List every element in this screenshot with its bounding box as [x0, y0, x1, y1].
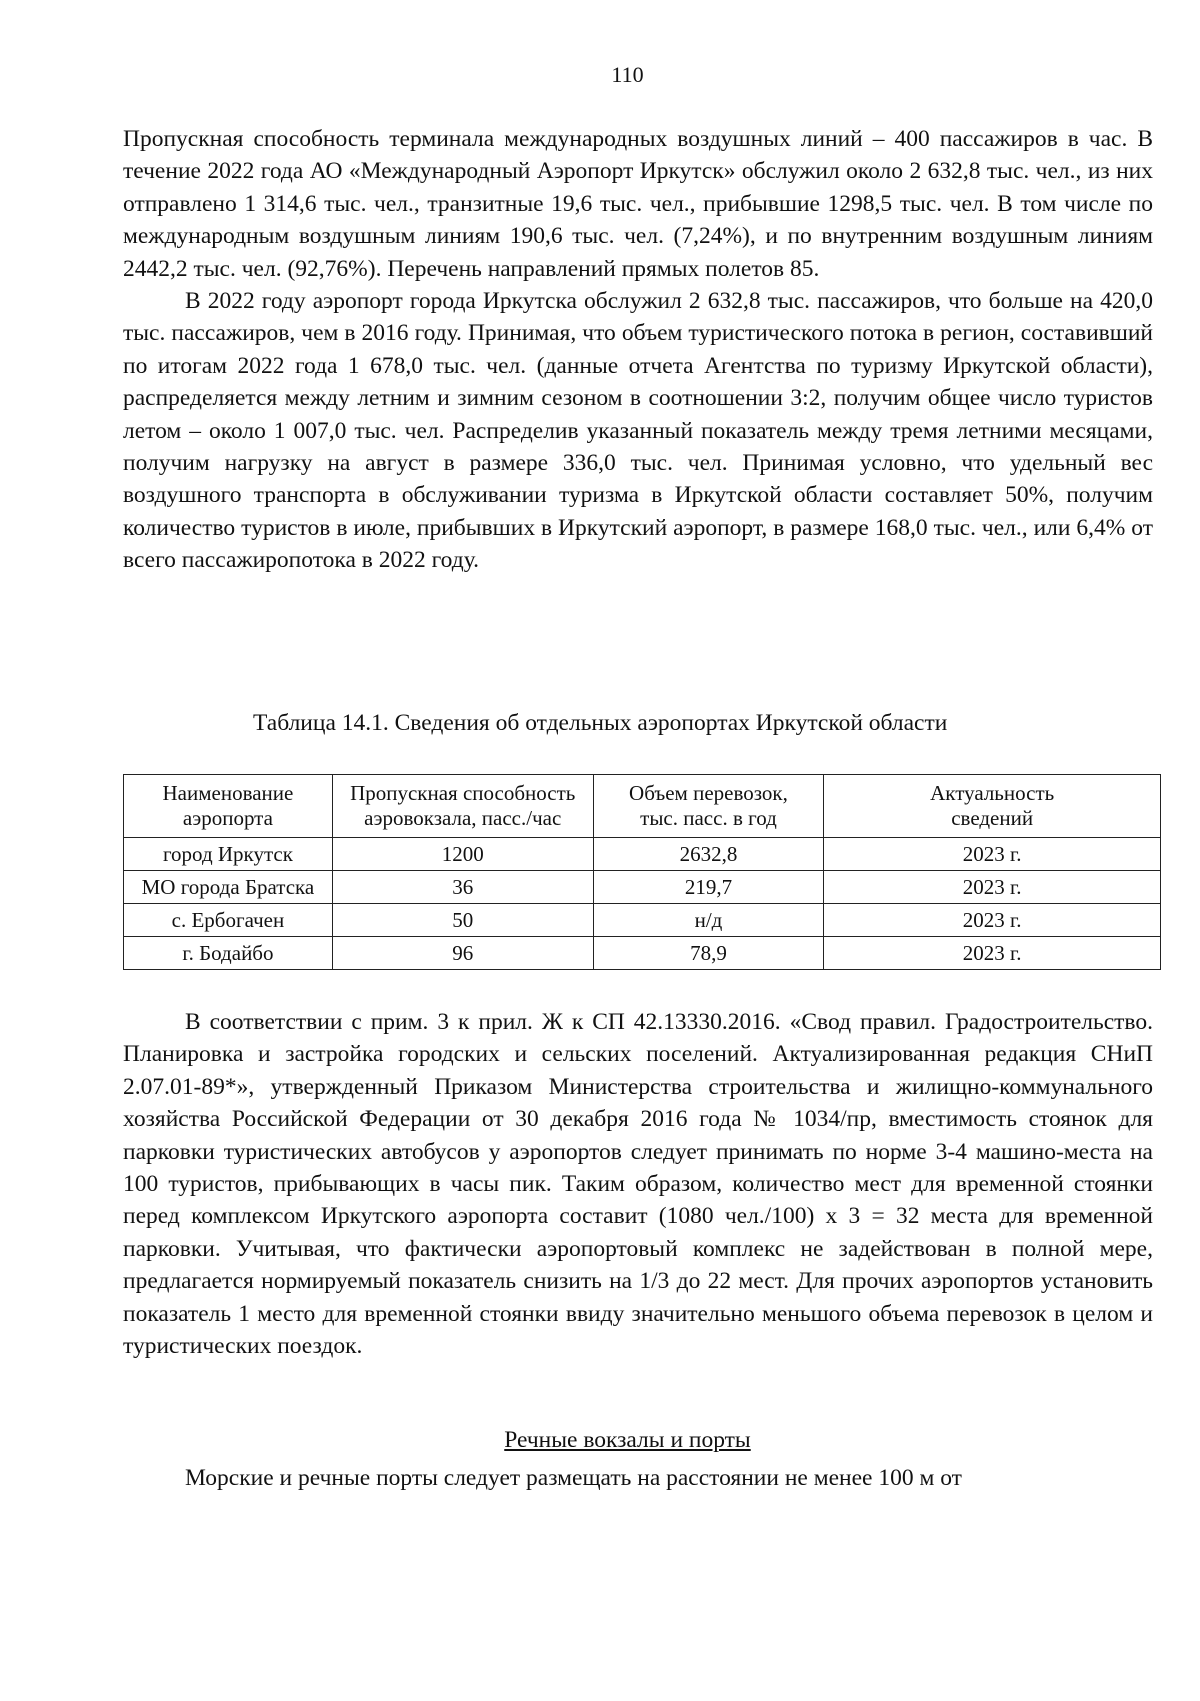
header-capacity: Пропускная способность аэровокзала, пасс./час: [332, 775, 593, 838]
table-row: [124, 871, 1161, 904]
table-row: [124, 838, 1161, 871]
table-header-row: [124, 775, 1161, 838]
intro-text: [123, 123, 1153, 577]
cell-relevance: 2023 г.: [824, 904, 1161, 937]
cell-relevance: 2023 г.: [824, 937, 1161, 970]
table-row: [124, 904, 1161, 937]
cell-airport: г. Бодайбо: [124, 937, 333, 970]
section-heading: Речные вокзалы и порты: [504, 1427, 751, 1453]
cell-capacity: 1200: [332, 838, 593, 871]
table-row: [124, 937, 1161, 970]
paragraph-tourist-flow: В 2022 году аэропорт города Иркутска обслужил 2 632,8 тыс. пассажиров, что больше на 420,0 тыс. пассажиров, чем в 2016 году. Принимая, что объем туристического потока в регион, составивший по итогам 2022 года 1 678,0 тыс. чел. (данные отчета Агентства по туризму Иркутской области), распределяется между летним и зимним сезоном в соотношении 3:2, получим общее число туристов летом – около 1 007,0 тыс. чел. Распределив указанный показатель между тремя летними месяцами, получим нагрузку на август в размере 336,0 тыс. чел. Принимая условно, что удельный вес воздушного транспорта в обслуживании туризма в Иркутской области составляет 50%, получим количество туристов в июле, прибывших в Иркутский аэропорт, в размере 168,0 тыс. чел., или 6,4% от всего пассажиропотока в 2022 году.: [123, 288, 1153, 574]
cell-airport: МО города Братска: [124, 871, 333, 904]
ports-text: [123, 1462, 1153, 1494]
paragraph-ports: Морские и речные порты следует размещать на расстоянии не менее 100 м от: [185, 1465, 962, 1491]
cell-capacity: 50: [332, 904, 593, 937]
page-number: 110: [611, 62, 644, 87]
cell-airport: город Иркутск: [124, 838, 333, 871]
paragraph-parking-norm: В соответствии с прим. 3 к прил. Ж к СП 42.13330.2016. «Свод правил. Градостроительство. Планировка и застройка городских и сельских поселений. Актуализированная редакция СНиП 2.07.01-89*», утвержденный Приказом Министерства строительства и жилищно-коммунального хозяйства Российской Федерации от 30 декабря 2016 года № 1034/пр, вместимость стоянок для парковки туристических автобусов у аэропортов следует принимать по норме 3-4 машино-места на 100 туристов, прибывающих в часы пик. Таким образом, количество мест для временной стоянки перед комплексом Иркутского аэропорта составит (1080 чел./100) х 3 = 32 места для временной парковки. Учитывая, что фактически аэропортовый комплекс не задействован в полной мере, предлагается нормируемый показатель снизить на 1/3 до 22 мест. Для прочих аэропортов установить показатель 1 место для временной стоянки ввиду значительно меньшого объема перевозок в целом и туристических поездок.: [123, 1009, 1153, 1360]
header-airport-name: Наименование аэропорта: [124, 775, 333, 838]
parking-norm-text: [123, 1006, 1153, 1362]
cell-volume: н/д: [593, 904, 824, 937]
airports-table: [123, 774, 1161, 970]
cell-capacity: 96: [332, 937, 593, 970]
paragraph-terminal-capacity: Пропускная способность терминала международных воздушных линий – 400 пассажиров в час. В течение 2022 года АО «Международный Аэропорт Иркутск» обслужил около 2 632,8 тыс. чел., из них отправлено 1 314,6 тыс. чел., транзитные 19,6 тыс. чел., прибывшие 1298,5 тыс. чел. В том числе по международным воздушным линиям 190,6 тыс. чел. (7,24%), и по внутренним воздушным линиям 2442,2 тыс. чел. (92,76%). Перечень направлений прямых полетов 85.: [123, 126, 1153, 282]
header-relevance: Актуальность сведений: [824, 775, 1161, 838]
table-caption: Таблица 14.1. Сведения об отдельных аэропортах Иркутской области: [253, 710, 948, 736]
cell-capacity: 36: [332, 871, 593, 904]
cell-volume: 219,7: [593, 871, 824, 904]
cell-volume: 2632,8: [593, 838, 824, 871]
cell-relevance: 2023 г.: [824, 838, 1161, 871]
cell-volume: 78,9: [593, 937, 824, 970]
cell-relevance: 2023 г.: [824, 871, 1161, 904]
header-volume: Объем перевозок, тыс. пасс. в год: [593, 775, 824, 838]
cell-airport: с. Ербогачен: [124, 904, 333, 937]
